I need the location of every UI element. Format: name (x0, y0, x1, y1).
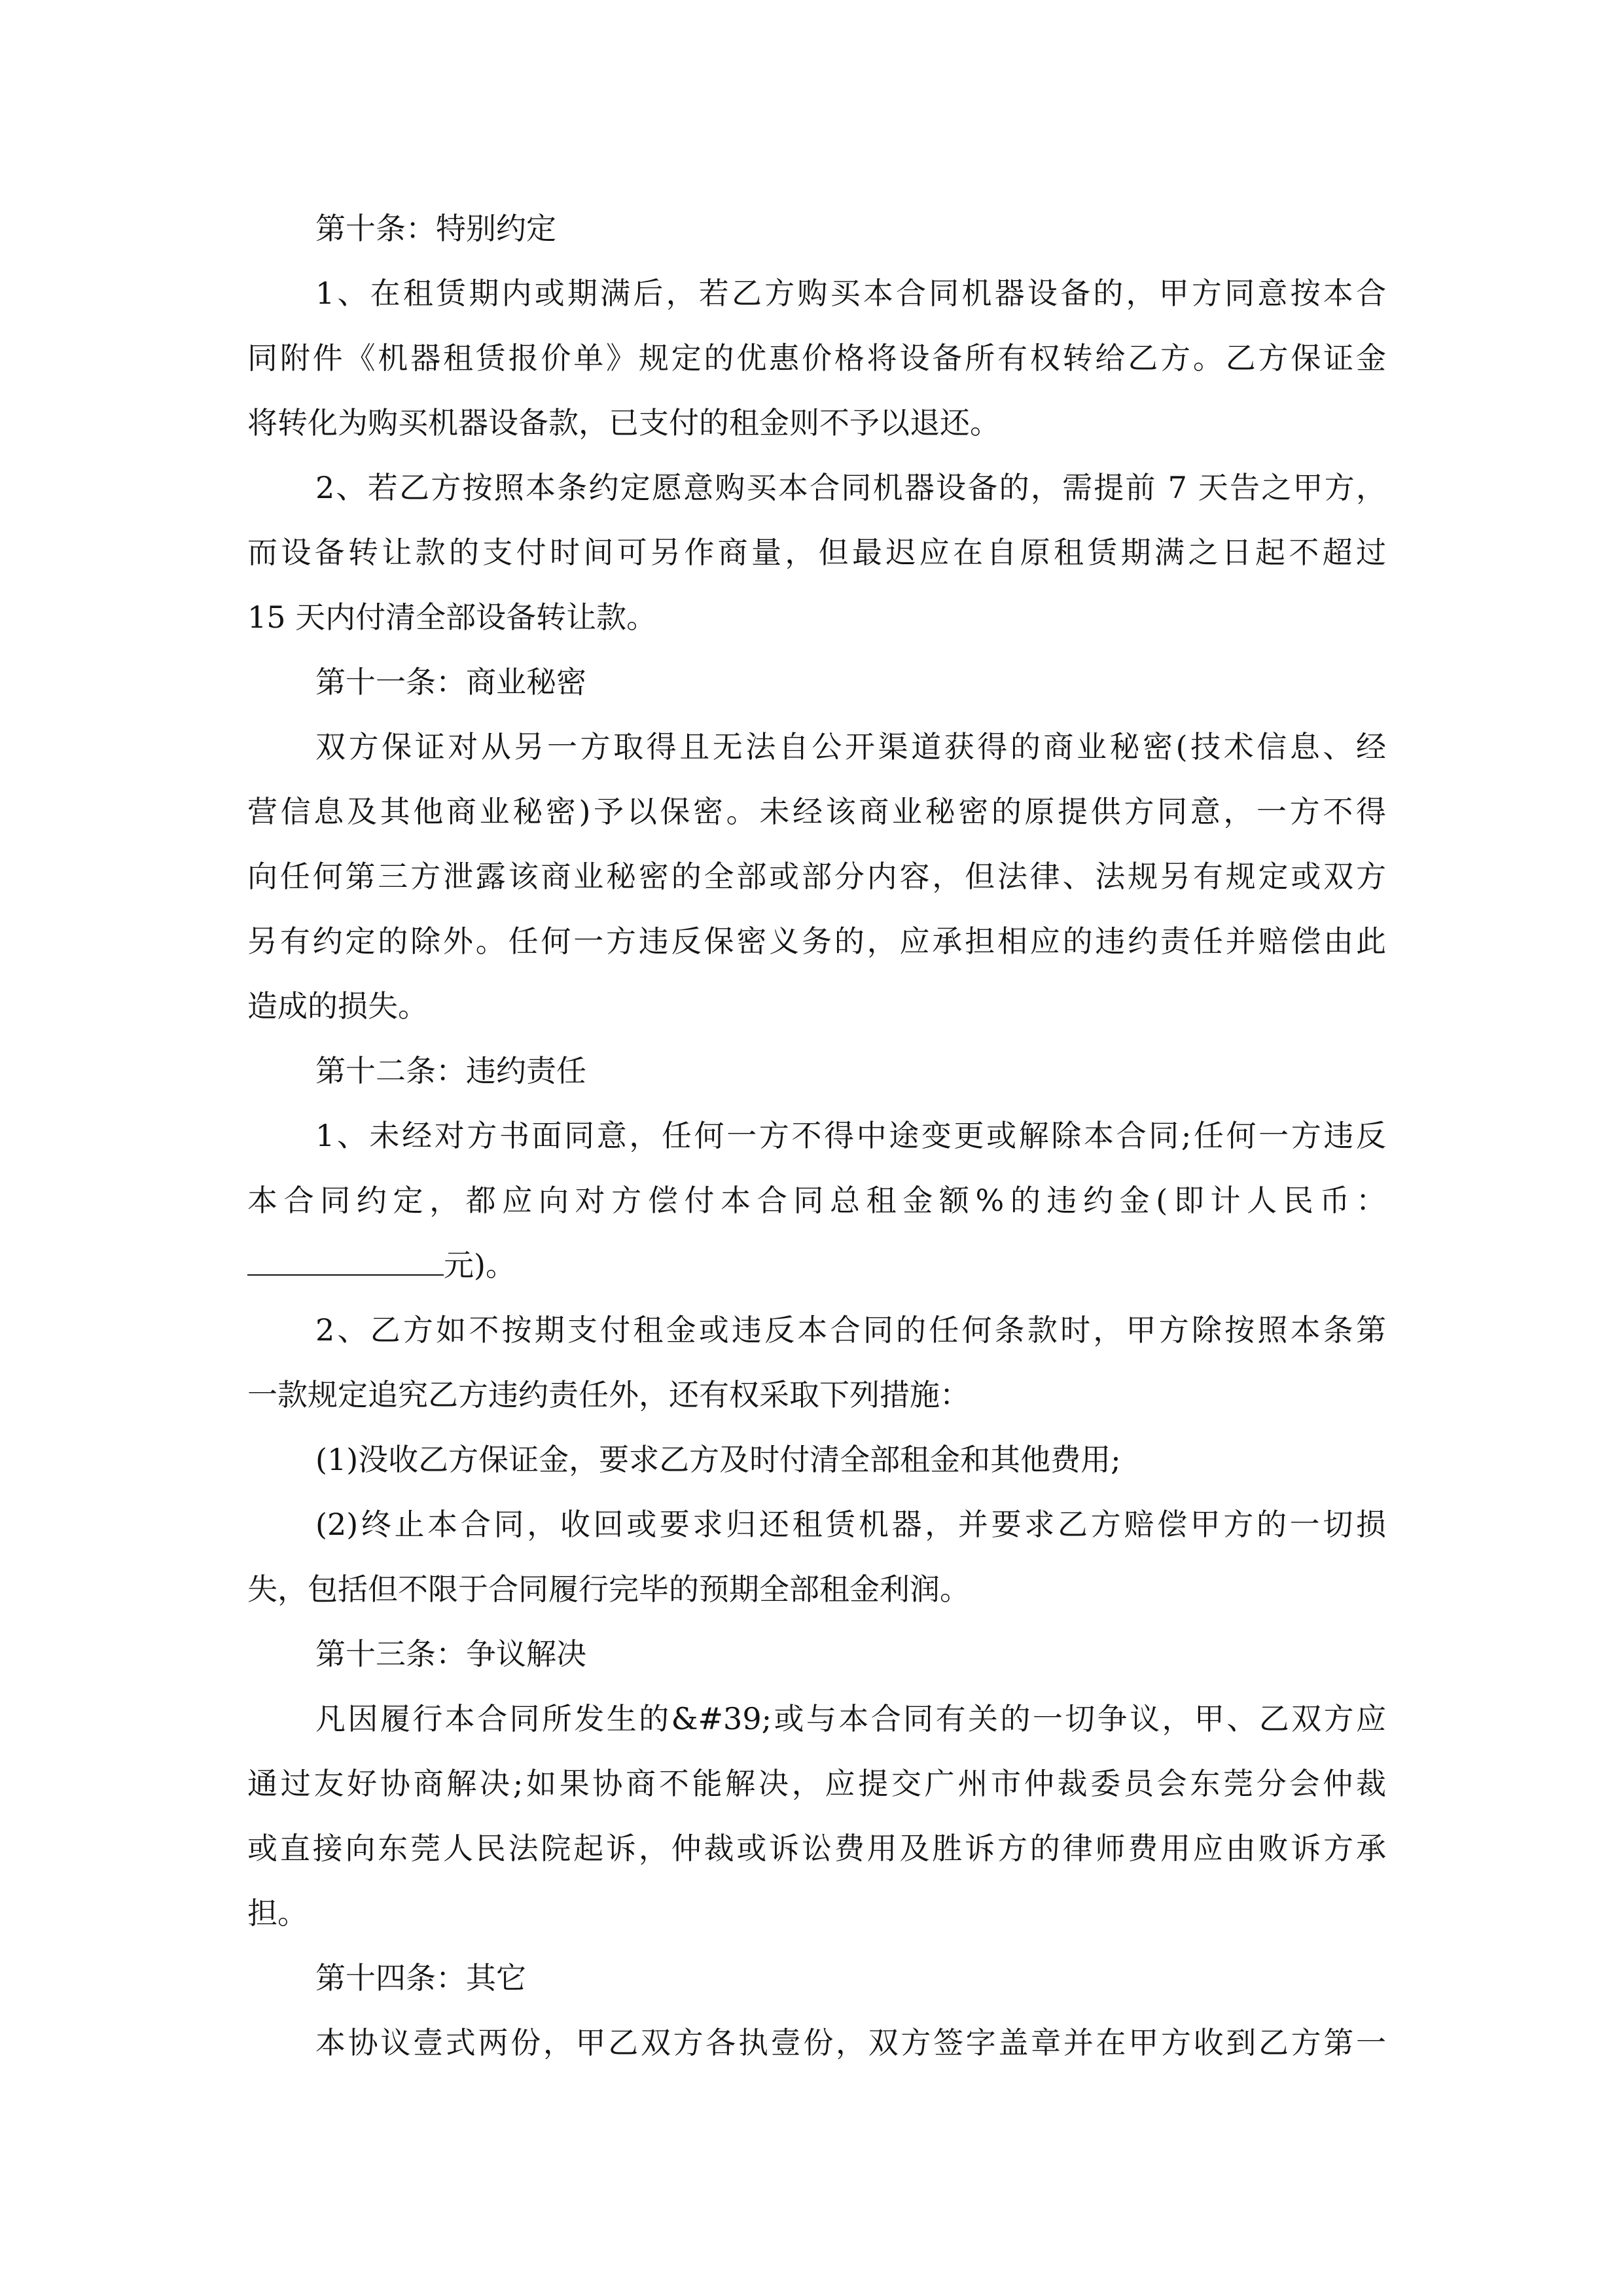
article-11-p1-line1: 双方保证对从另一方取得且无法自公开渠道获得的商业秘密(技术信息、经 (315, 729, 1386, 764)
article-12-measure-2-line1: (2)终止本合同，收回或要求归还租赁机器，并要求乙方赔偿甲方的一切损 (315, 1507, 1386, 1542)
article-12-p1-line3 (247, 1233, 1386, 1298)
article-10-p1-line2: 同附件《机器租赁报价单》规定的优惠价格将设备所有权转给乙方。乙方保证金 (247, 340, 1386, 376)
article-10-p2-line2: 而设备转让款的支付时间可另作商量，但最迟应在自原租赁期满之日起不超过 (247, 535, 1386, 570)
article-11-heading: 第十一条：商业秘密 (315, 664, 586, 700)
article-11-p1-line3: 向任何第三方泄露该商业秘密的全部或部分内容，但法律、法规另有规定或双方 (247, 859, 1386, 894)
article-11-p1-line4: 另有约定的除外。任何一方违反保密义务的，应承担相应的违约责任并赔偿由此 (247, 924, 1386, 959)
article-14-heading: 第十四条：其它 (315, 1960, 526, 1996)
article-12-measure-1: (1)没收乙方保证金，要求乙方及时付清全部租金和其他费用; (315, 1442, 1121, 1477)
article-13-heading: 第十三条：争议解决 (315, 1636, 586, 1672)
article-13-p1-line4: 担。 (247, 1895, 308, 1931)
article-10-p1-line3: 将转化为购买机器设备款，已支付的租金则不予以退还。 (247, 405, 1000, 440)
amount-blank-underline (247, 1235, 444, 1276)
article-12-p2-line2: 一款规定追究乙方违约责任外，还有权采取下列措施： (247, 1377, 970, 1412)
article-10-heading: 第十条：特别约定 (315, 211, 556, 246)
contract-page (247, 196, 1386, 2075)
article-10-p2-line3: 15 天内付清全部设备转让款。 (247, 600, 657, 635)
article-12-p1-line1: 1、未经对方书面同意，任何一方不得中途变更或解除本合同;任何一方违反 (315, 1118, 1386, 1153)
article-14-p1-line1: 本协议壹式两份，甲乙双方各执壹份，双方签字盖章并在甲方收到乙方第一 (315, 2025, 1386, 2060)
article-12-heading: 第十二条：违约责任 (315, 1053, 586, 1088)
article-13-p1-line3: 或直接向东莞人民法院起诉，仲裁或诉讼费用及胜诉方的律师费用应由败诉方承 (247, 1831, 1386, 1866)
article-11-p1-line2: 营信息及其他商业秘密)予以保密。未经该商业秘密的原提供方同意，一方不得 (247, 794, 1386, 829)
article-12-p2-line1: 2、乙方如不按期支付租金或违反本合同的任何条款时，甲方除按照本条第 (315, 1312, 1386, 1348)
amount-unit-text: 元)。 (444, 1247, 516, 1283)
article-12-p1-line2: 本合同约定，都应向对方偿付本合同总租金额%的违约金(即计人民币： (247, 1183, 1386, 1218)
article-13-p1-line2: 通过友好协商解决;如果协商不能解决，应提交广州市仲裁委员会东莞分会仲裁 (247, 1766, 1386, 1801)
article-12-measure-2-line2: 失，包括但不限于合同履行完毕的预期全部租金利润。 (247, 1571, 970, 1607)
article-13-p1-line1: 凡因履行本合同所发生的&#39;或与本合同有关的一切争议，甲、乙双方应 (315, 1701, 1386, 1736)
article-10-p2-line1: 2、若乙方按照本条约定愿意购买本合同机器设备的，需提前 7 天告之甲方， (315, 470, 1386, 505)
article-10-p1-line1: 1、在租赁期内或期满后，若乙方购买本合同机器设备的，甲方同意按本合 (315, 276, 1386, 311)
article-11-p1-line5: 造成的损失。 (247, 988, 428, 1024)
